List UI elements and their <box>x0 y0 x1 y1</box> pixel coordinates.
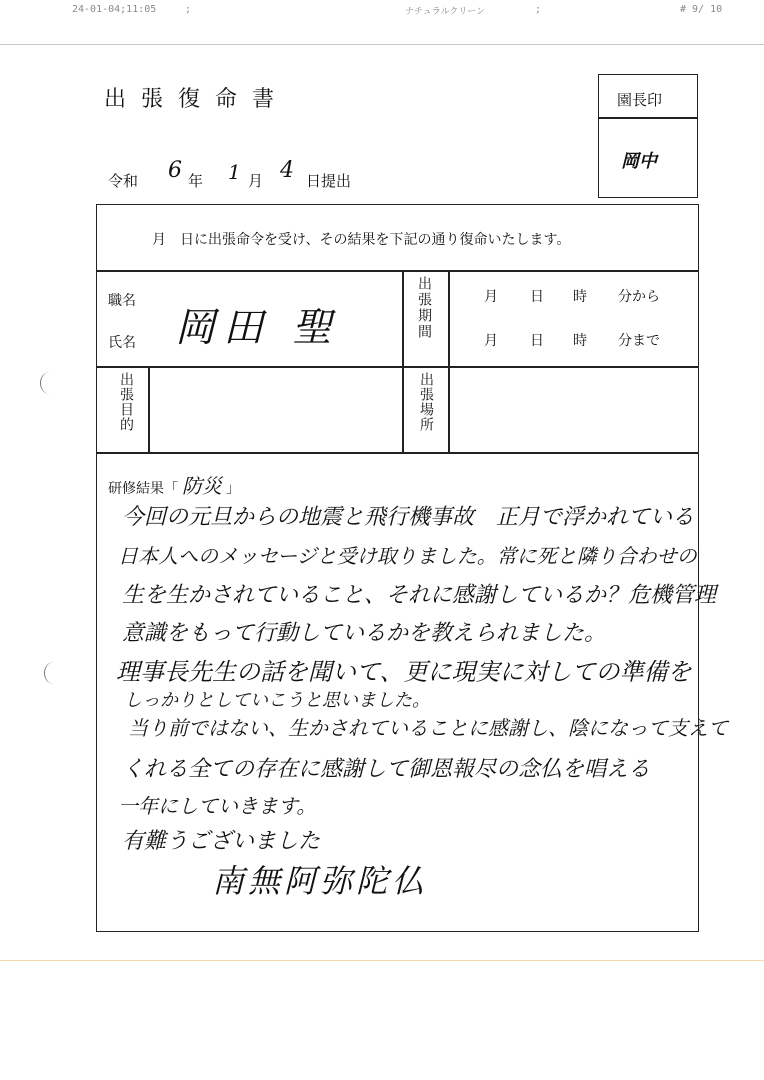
fax-sender: ナチュラルクリーン <box>405 7 486 17</box>
period-to-month: 月 <box>484 333 498 349</box>
date-year-unit: 年 <box>188 172 204 190</box>
report-line: 生を生かされていること、それに感謝しているか？危機管理 <box>122 583 717 608</box>
form-title: 出 張 復 命 書 <box>104 87 278 112</box>
period-from-hour: 時 <box>573 289 587 305</box>
binder-hole <box>44 662 63 684</box>
result-label-text: 研修結果「 <box>108 481 178 497</box>
report-line: しっかりとしていこうと思いました。 <box>124 690 430 711</box>
report-line: 日本人へのメッセージと受け取りました。常に死と隣り合わせの <box>118 544 697 568</box>
report-line: くれる全ての存在に感謝して御恩報尽の念仏を唱える <box>122 757 651 782</box>
period-to-hour: 時 <box>573 333 587 349</box>
purpose-label: 出張目的 <box>118 372 134 432</box>
scan-edge-line <box>0 960 764 961</box>
date-month-unit: 月 <box>248 172 264 190</box>
period-from-minute: 分から <box>618 289 660 305</box>
date-month: 1 <box>228 160 241 184</box>
result-label <box>108 470 240 499</box>
result-topic: 防災 <box>182 474 222 498</box>
fax-separator: ; <box>185 4 192 15</box>
period-from-month: 月 <box>484 289 498 305</box>
date-day: 4 <box>280 158 294 183</box>
name-value: 岡田 聖 <box>175 305 340 351</box>
report-line: 当り前ではない、生かされていることに感謝し、陰になって支えて <box>128 716 728 740</box>
date-prefix: 令和 <box>108 172 139 190</box>
date-suffix: 日提出 <box>306 172 352 190</box>
row-divider <box>96 270 699 272</box>
stamp-label: 園長印 <box>617 91 663 109</box>
scan-edge-line <box>0 44 764 45</box>
period-label: 出張期間 <box>416 276 432 340</box>
closing-nembutsu: 南無阿弥陀仏 <box>212 862 429 900</box>
report-line: 理事長先生の話を聞いて、更に現実に対しての準備を <box>116 658 692 686</box>
report-line: 有難うございました <box>122 829 321 854</box>
report-line: 意識をもって行動しているかを教えられました。 <box>122 621 607 646</box>
fax-timestamp: 24-01-04;11:05 <box>72 4 157 15</box>
date-year: 6 <box>168 158 182 183</box>
report-line: 一年にしていきます。 <box>118 794 317 818</box>
fax-separator: ; <box>535 4 542 15</box>
row-divider <box>96 366 699 368</box>
stamp-box <box>598 74 698 198</box>
place-label: 出張場所 <box>418 372 434 432</box>
stamp-mark: 岡中 <box>621 151 657 172</box>
row-divider <box>96 452 699 454</box>
fax-page-number: # 9/ 10 <box>680 4 723 15</box>
report-line: 今回の元旦からの地震と飛行機事故 正月で浮かれている <box>122 505 695 530</box>
binder-hole <box>40 372 59 394</box>
period-to-minute: 分まで <box>618 333 660 349</box>
column-divider <box>148 366 150 452</box>
order-statement: 月 日に出張命令を受け、その結果を下記の通り復命いたします。 <box>152 232 571 248</box>
column-divider <box>402 270 404 452</box>
result-label-close: 」 <box>226 481 240 497</box>
name-label: 氏名 <box>108 335 136 351</box>
period-to-day: 日 <box>530 333 544 349</box>
job-title-label: 職名 <box>108 293 136 309</box>
period-from-day: 日 <box>530 289 544 305</box>
column-divider <box>448 270 450 452</box>
